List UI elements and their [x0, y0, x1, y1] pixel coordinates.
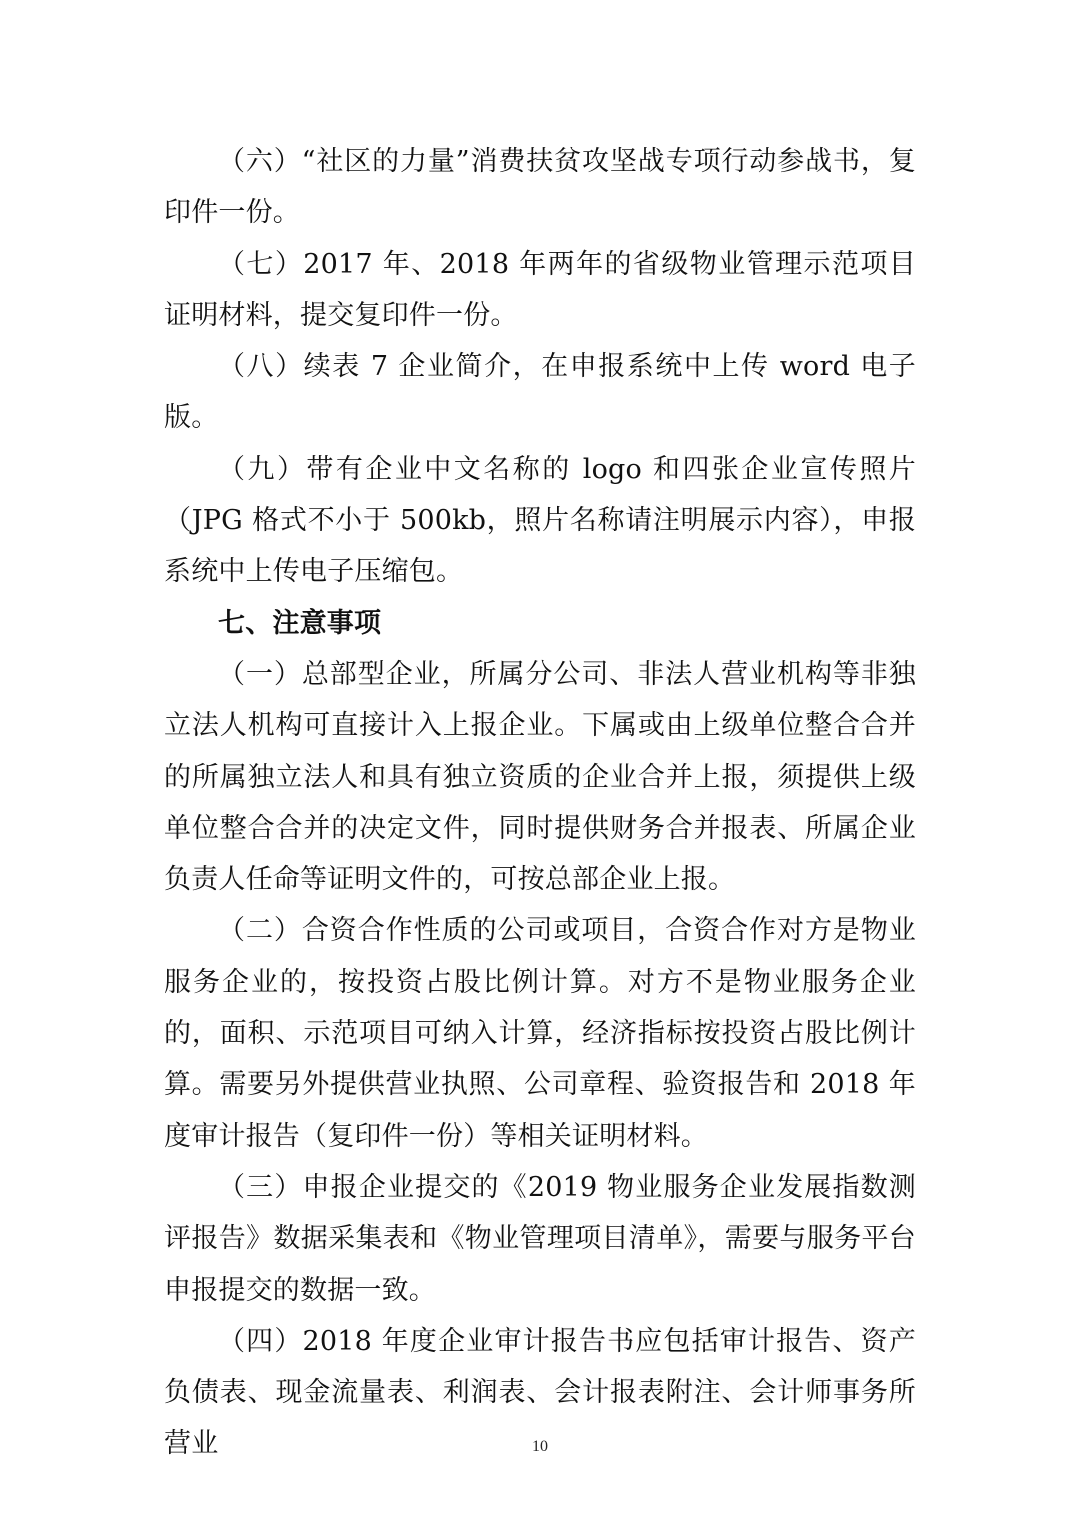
page-number: 10 — [532, 1438, 548, 1455]
paragraph-note-3: （三）申报企业提交的《2019 物业服务企业发展指数测评报告》数据采集表和《物业管理项目清单》，需要与服务平台申报提交的数据一致。 — [164, 1171, 916, 1306]
paragraph-note-4: （四）2018 年度企业审计报告书应包括审计报告、资产负债表、现金流量表、利润表、会计报表附注、会计师事务所营业 — [164, 1325, 916, 1460]
paragraph-item-8: （八）续表 7 企业简介，在申报系统中上传 word 电子版。 — [164, 351, 916, 434]
paragraph-item-6: （六）“社区的力量”消费扶贫攻坚战专项行动参战书，复印件一份。 — [164, 146, 916, 229]
paragraph-note-2: （二）合资合作性质的公司或项目，合资合作对方是物业服务企业的，按投资占股比例计算。对方不是物业服务企业的，面积、示范项目可纳入计算，经济指标按投资占股比例计算。需要另外提供营业执照、公司章程、验资报告和 2018 年度审计报告（复印件一份）等相关证明材料。 — [164, 915, 916, 1152]
section-heading-notes: 七、注意事项 — [218, 607, 382, 639]
paragraph-note-1: （一）总部型企业，所属分公司、非法人营业机构等非独立法人机构可直接计入上报企业。下属或由上级单位整合合并的所属独立法人和具有独立资质的企业合并上报，须提供上级单位整合合并的决定文件，同时提供财务合并报表、所属企业负责人任命等证明文件的，可按总部企业上报。 — [164, 658, 916, 896]
paragraph-item-9: （九）带有企业中文名称的 logo 和四张企业宣传照片（JPG 格式不小于 500kb，照片名称请注明展示内容），申报系统中上传电子压缩包。 — [164, 453, 916, 588]
paragraph-item-7: （七）2017 年、2018 年两年的省级物业管理示范项目证明材料，提交复印件一份。 — [164, 248, 916, 331]
document-body — [164, 136, 916, 1470]
